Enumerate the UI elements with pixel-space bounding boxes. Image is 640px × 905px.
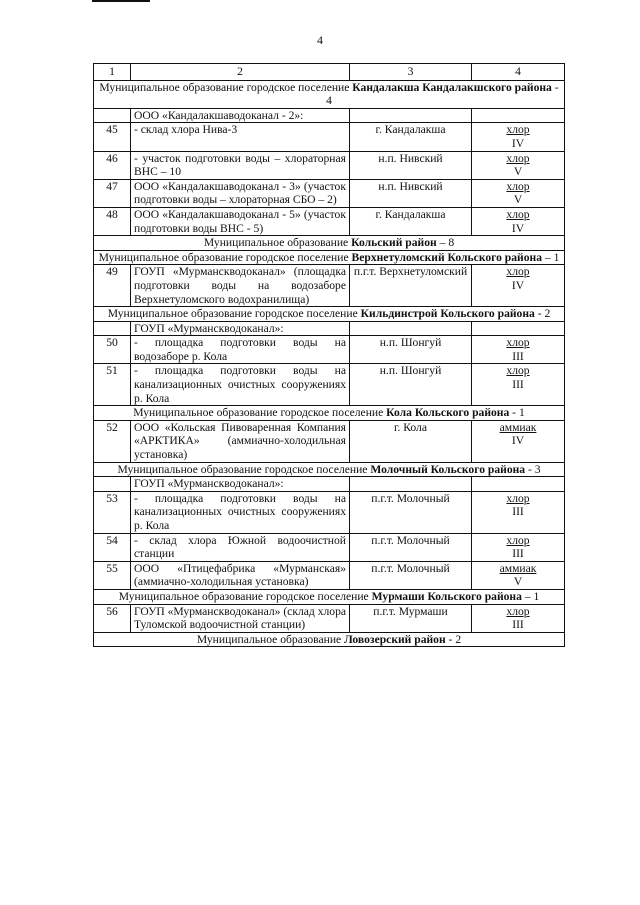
header-row	[94, 64, 565, 81]
section-title	[94, 80, 565, 108]
object-location: г. Кандалакша	[350, 123, 472, 151]
hazard-objects-table	[93, 63, 565, 647]
section-count: - 2	[534, 307, 551, 321]
section-title	[94, 307, 565, 322]
table-row	[94, 420, 565, 462]
header-col-2: 2	[131, 64, 350, 81]
substance-cell	[472, 533, 565, 561]
section-count: - 2	[445, 632, 462, 646]
hazard-class: V	[513, 193, 523, 207]
table-row	[94, 123, 565, 151]
row-number: 51	[94, 364, 131, 406]
section-prefix: Муниципальное образование городское поселение	[117, 462, 371, 476]
hazard-class: V	[513, 575, 523, 589]
substance-empty	[472, 477, 565, 492]
location-empty	[350, 321, 472, 336]
object-location: н.п. Шонгуй	[350, 336, 472, 364]
substance-cell	[472, 151, 565, 179]
section-prefix: Муниципальное образование городское поселение	[118, 589, 372, 603]
section-title	[94, 462, 565, 477]
row-number-empty	[94, 321, 131, 336]
substance-cell	[472, 123, 565, 151]
table-row	[94, 336, 565, 364]
section-count: – 1	[521, 589, 540, 603]
section-title	[94, 406, 565, 421]
object-name: - площадка подготовки воды на водозаборе р. Кола	[131, 336, 350, 364]
section-title	[94, 632, 565, 647]
substance-name: аммиак	[499, 420, 537, 434]
section-count: - 1	[509, 406, 525, 420]
section-row	[94, 307, 565, 322]
hazard-class: III	[512, 378, 524, 392]
group-row	[94, 108, 565, 123]
substance-name: хлор	[506, 123, 530, 137]
object-name: ООО «Кольская Пивоваренная Компания «АРКТИКА» (аммиачно-холодильная установка)	[131, 420, 350, 462]
row-number: 46	[94, 151, 131, 179]
row-number: 49	[94, 265, 131, 307]
substance-name: хлор	[506, 533, 530, 547]
table-row	[94, 207, 565, 235]
section-title	[94, 236, 565, 251]
page-number: 4	[317, 33, 323, 47]
section-title	[94, 589, 565, 604]
object-name: ООО «Птицефабрика «Мурманская» (аммиачно-холодильная установка)	[131, 561, 350, 589]
object-name: ГОУП «Мурманскводоканал» (площадка подготовки воды на водозаборе Верхнетуломского водохранилища)	[131, 265, 350, 307]
table-row	[94, 561, 565, 589]
object-location: г. Кола	[350, 420, 472, 462]
section-count: - 4	[326, 80, 559, 108]
group-organization: ГОУП «Мурманскводоканал»:	[131, 321, 350, 336]
substance-empty	[472, 321, 565, 336]
hazard-class: III	[512, 618, 524, 632]
table-body	[94, 64, 565, 647]
section-row	[94, 632, 565, 647]
object-location: н.п. Нивский	[350, 151, 472, 179]
section-count: - 3	[525, 462, 541, 476]
substance-cell	[472, 420, 565, 462]
substance-cell	[472, 207, 565, 235]
substance-empty	[472, 108, 565, 123]
section-row	[94, 250, 565, 265]
section-row	[94, 589, 565, 604]
object-name: - площадка подготовки воды на канализационных очистных сооружениях р. Кола	[131, 491, 350, 533]
section-prefix: Муниципальное образование городское поселение	[133, 406, 387, 420]
section-name: Кола Кольского района	[386, 406, 510, 420]
hazard-class: IV	[511, 278, 525, 292]
group-organization: ООО «Кандалакшаводоканал - 2»:	[131, 108, 350, 123]
header-col-3: 3	[350, 64, 472, 81]
section-row	[94, 236, 565, 251]
hazard-class: III	[512, 547, 524, 561]
substance-cell	[472, 604, 565, 632]
top-rule	[92, 0, 150, 2]
section-row	[94, 406, 565, 421]
substance-name: хлор	[506, 265, 530, 279]
substance-name: хлор	[506, 336, 530, 350]
table-row	[94, 364, 565, 406]
section-count: – 8	[436, 236, 455, 250]
substance-cell	[472, 491, 565, 533]
row-number: 56	[94, 604, 131, 632]
row-number-empty	[94, 477, 131, 492]
hazard-class: IV	[511, 434, 525, 448]
substance-name: аммиак	[499, 561, 537, 575]
substance-cell	[472, 561, 565, 589]
location-empty	[350, 477, 472, 492]
table-row	[94, 265, 565, 307]
table-row	[94, 533, 565, 561]
substance-name: хлор	[506, 207, 530, 221]
substance-cell	[472, 364, 565, 406]
object-name: ООО «Кандалакшаводоканал - 3» (участок подготовки воды – хлораторная СБО – 2)	[131, 179, 350, 207]
section-name: Ловозерский район	[344, 632, 446, 646]
hazard-class: IV	[511, 221, 525, 235]
section-prefix: Муниципальное образование городское поселение	[98, 250, 352, 264]
location-empty	[350, 108, 472, 123]
section-prefix: Муниципальное образование городское поселение	[107, 307, 361, 321]
header-col-1: 1	[94, 64, 131, 81]
object-location: п.г.т. Молочный	[350, 491, 472, 533]
row-number: 53	[94, 491, 131, 533]
section-row	[94, 80, 565, 108]
hazard-class: V	[513, 165, 523, 179]
section-title	[94, 250, 565, 265]
table-row	[94, 179, 565, 207]
section-name: Кольский район	[351, 236, 437, 250]
substance-name: хлор	[506, 179, 530, 193]
section-row	[94, 462, 565, 477]
substance-cell	[472, 179, 565, 207]
section-name: Кильдинстрой Кольского района	[360, 307, 535, 321]
group-organization: ГОУП «Мурманскводоканал»:	[131, 477, 350, 492]
object-location: п.г.т. Мурмаши	[350, 604, 472, 632]
substance-cell	[472, 265, 565, 307]
object-name: ГОУП «Мурманскводоканал» (склад хлора Туломской водоочистной станции)	[131, 604, 350, 632]
table-row	[94, 491, 565, 533]
row-number: 45	[94, 123, 131, 151]
object-location: г. Кандалакша	[350, 207, 472, 235]
row-number: 50	[94, 336, 131, 364]
object-location: п.г.т. Верхнетуломский	[350, 265, 472, 307]
hazard-class: IV	[511, 136, 525, 150]
section-name: Верхнетуломский Кольского района	[351, 250, 543, 264]
table-row	[94, 151, 565, 179]
object-name: - участок подготовки воды – хлораторная ВНС – 10	[131, 151, 350, 179]
object-location: н.п. Шонгуй	[350, 364, 472, 406]
section-prefix: Муниципальное образование	[203, 236, 352, 250]
section-name: Молочный Кольского района	[370, 462, 526, 476]
section-name: Мурмаши Кольского района	[371, 589, 522, 603]
object-name: - площадка подготовки воды на канализационных очистных сооружениях р. Кола	[131, 364, 350, 406]
group-row	[94, 477, 565, 492]
substance-name: хлор	[506, 604, 530, 618]
hazard-class: III	[512, 349, 524, 363]
section-prefix: Муниципальное образование	[196, 632, 345, 646]
group-row	[94, 321, 565, 336]
object-location: н.п. Нивский	[350, 179, 472, 207]
object-name: - склад хлора Нива-3	[131, 123, 350, 151]
hazard-class: III	[512, 505, 524, 519]
row-number: 48	[94, 207, 131, 235]
substance-name: хлор	[506, 491, 530, 505]
row-number: 55	[94, 561, 131, 589]
substance-name: хлор	[506, 151, 530, 165]
substance-name: хлор	[506, 364, 530, 378]
object-name: - склад хлора Южной водоочистной станции	[131, 533, 350, 561]
header-col-4: 4	[472, 64, 565, 81]
row-number: 52	[94, 420, 131, 462]
section-count: – 1	[542, 250, 560, 264]
section-name: Кандалакша Кандалакшского района	[352, 80, 552, 94]
substance-cell	[472, 336, 565, 364]
object-name: ООО «Кандалакшаводоканал - 5» (участок подготовки воды ВНС - 5)	[131, 207, 350, 235]
row-number-empty	[94, 108, 131, 123]
object-location: п.г.т. Молочный	[350, 561, 472, 589]
object-location: п.г.т. Молочный	[350, 533, 472, 561]
section-prefix: Муниципальное образование городское поселение	[99, 80, 353, 94]
row-number: 47	[94, 179, 131, 207]
row-number: 54	[94, 533, 131, 561]
table-row	[94, 604, 565, 632]
